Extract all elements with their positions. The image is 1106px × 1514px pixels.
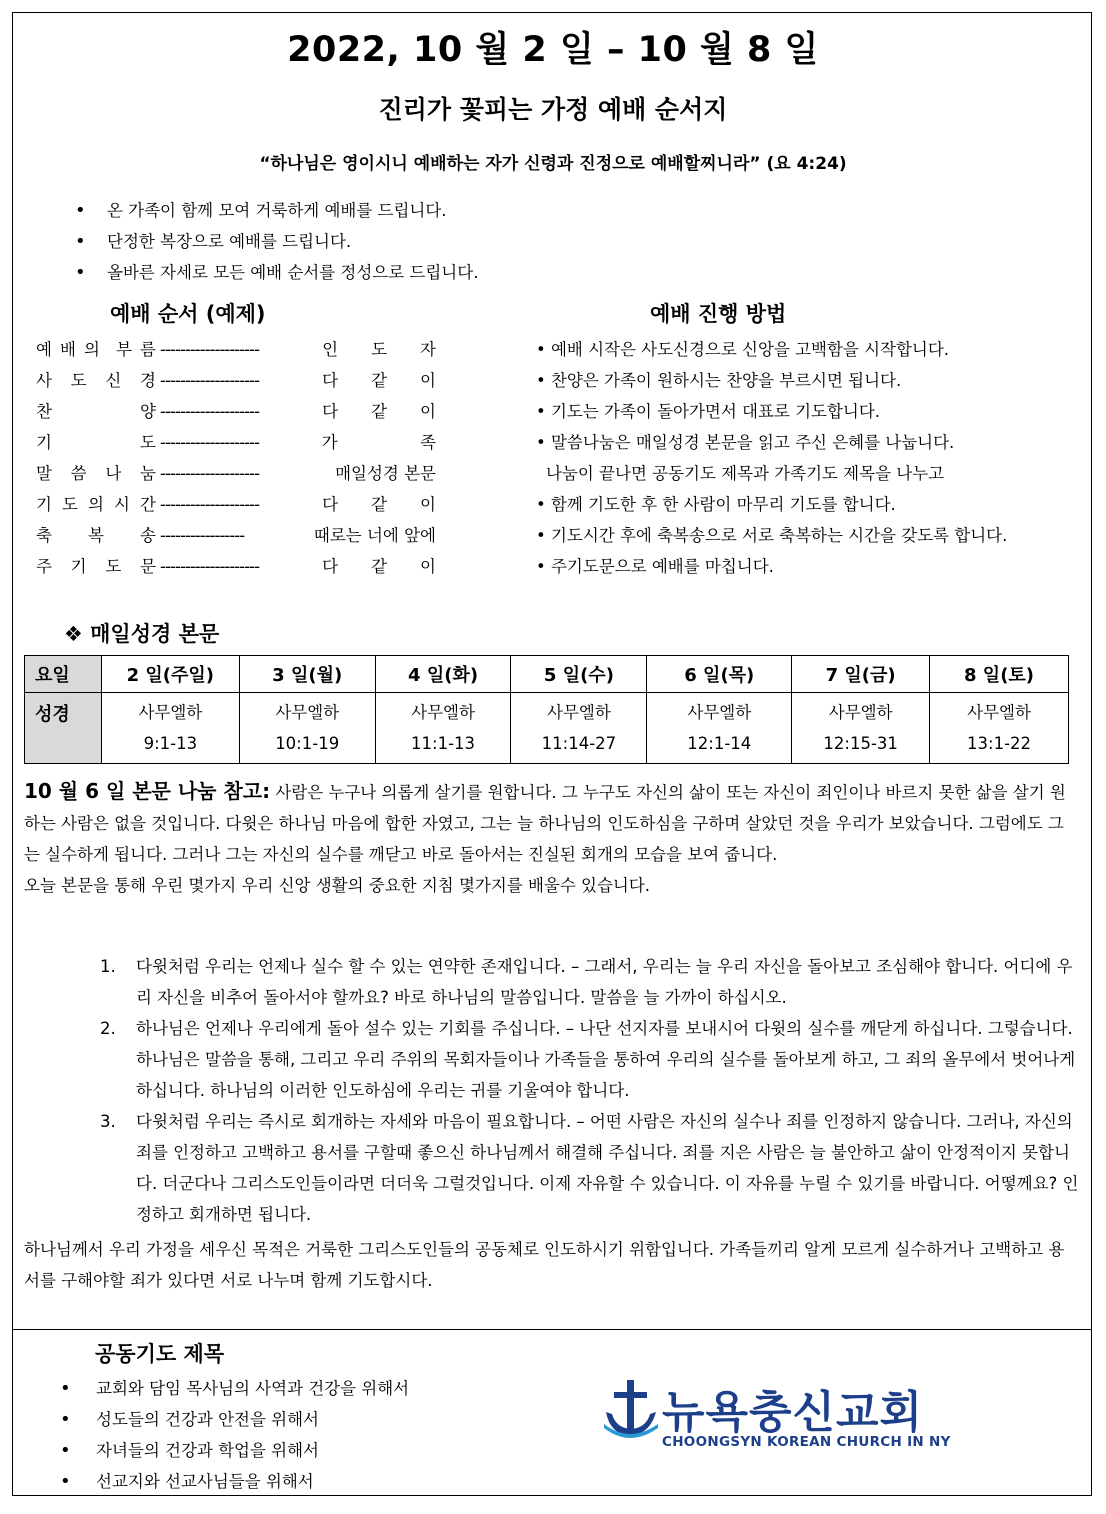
list-item: • 자녀들의 건강과 학업을 위해서	[60, 1438, 409, 1469]
list-item: • 성도들의 건강과 안전을 위해서	[60, 1407, 409, 1438]
order-item-char: 도	[105, 557, 122, 576]
order-item-name	[36, 460, 156, 487]
order-item-name	[36, 336, 156, 363]
day-header: 2 일(주일)	[101, 656, 239, 693]
table-cell	[647, 693, 792, 764]
order-item-char: 기	[70, 557, 87, 576]
order-row	[36, 553, 436, 584]
order-item-char: 축	[36, 526, 52, 545]
worship-order-list	[36, 336, 436, 584]
order-item-char: 주	[36, 557, 52, 576]
point-number: 1.	[100, 957, 116, 976]
order-leader-dots: --------------------	[160, 433, 260, 452]
section-divider	[12, 1329, 1092, 1330]
order-item-char: 도	[70, 371, 87, 390]
church-logo	[600, 1378, 951, 1458]
list-item	[100, 1106, 1080, 1230]
book-name: 사무엘하	[967, 703, 1031, 722]
sharing-paragraph	[24, 776, 1074, 870]
book-name: 사무엘하	[411, 703, 475, 722]
order-item-char: 기	[36, 433, 52, 452]
method-line: • 찬양은 가족이 원하시는 찬양을 부르시면 됩니다.	[536, 371, 902, 390]
order-item-leader: 다 같 이	[322, 495, 436, 514]
prayer-heading: 공동기도 제목	[95, 1342, 225, 1366]
list-item	[100, 951, 1080, 1013]
order-leader-dots: --------------------	[160, 557, 260, 576]
book-name: 사무엘하	[138, 703, 203, 722]
order-item-char: 송	[140, 526, 156, 545]
order-item-leader: 다 같 이	[322, 371, 436, 390]
order-row	[36, 522, 436, 553]
order-row	[36, 429, 436, 460]
order-item-char: 말	[36, 464, 52, 483]
order-item-char: 름	[140, 340, 156, 359]
table-cell	[511, 693, 647, 764]
sharing-lead: 10 월 6 일 본문 나눔 참고:	[24, 779, 271, 803]
order-item-name	[36, 429, 156, 456]
scripture-verse: “하나님은 영이시니 예배하는 자가 신령과 진정으로 예배할찌니라” (요 4:24)	[259, 154, 847, 174]
table-header-row	[25, 656, 1069, 693]
book-name: 사무엘하	[275, 703, 340, 722]
day-label: 요일	[25, 656, 102, 693]
table-row	[25, 693, 1069, 764]
order-item-char: 양	[140, 402, 156, 421]
list-item: • 교회와 담임 목사님의 사역과 건강을 위해서	[60, 1376, 409, 1407]
sharing-intro: 오늘 본문을 통해 우린 몇가지 우리 신앙 생활의 중요한 지침 몇가지를 배울수 있습니다.	[24, 876, 651, 895]
order-item-char: 간	[140, 495, 156, 514]
passage-ref: 10:1-19	[275, 734, 340, 753]
day-header: 3 일(월)	[239, 656, 375, 693]
order-leader-dots: --------------------	[160, 402, 260, 421]
text-label: 성경	[25, 693, 102, 764]
table-cell	[101, 693, 239, 764]
order-item-name	[36, 367, 156, 394]
worship-method-heading: 예배 진행 방법	[650, 302, 787, 326]
method-line: • 기도시간 후에 축복송으로 서로 축복하는 시간을 갖도록 합니다.	[536, 526, 1008, 545]
church-name: 뉴욕충신교회	[662, 1387, 924, 1438]
day-header: 6 일(목)	[647, 656, 792, 693]
table-cell	[792, 693, 930, 764]
order-item-char: 시	[114, 495, 130, 514]
table-cell	[930, 693, 1069, 764]
method-line: • 기도는 가족이 돌아가면서 대표로 기도합니다.	[536, 402, 881, 421]
sharing-points-list	[100, 951, 1080, 1230]
order-item-name	[36, 553, 156, 580]
cross-anchor-icon	[600, 1378, 662, 1442]
worship-order-heading: 예배 순서 (예제)	[110, 302, 266, 326]
passage-ref: 13:1-22	[967, 734, 1032, 753]
order-item-char: 의	[84, 340, 100, 359]
order-item-char: 경	[140, 371, 156, 390]
list-item: • 선교지와 선교사님들을 위해서	[60, 1469, 409, 1500]
point-number: 2.	[100, 1019, 116, 1038]
order-item-leader: 다 같 이	[322, 557, 436, 576]
order-item-char: 부	[116, 340, 132, 359]
passage-ref: 11:1-13	[411, 734, 476, 753]
list-item	[100, 1013, 1080, 1106]
daily-bible-table	[24, 655, 1069, 764]
order-row	[36, 336, 436, 367]
order-item-char: 눔	[140, 464, 156, 483]
book-name: 사무엘하	[828, 703, 893, 722]
point-number: 3.	[100, 1112, 116, 1131]
day-header: 5 일(수)	[511, 656, 647, 693]
church-english-name: CHOONGSYN KOREAN CHURCH IN NY	[662, 1434, 951, 1450]
order-leader-dots: --------------------	[160, 371, 260, 390]
order-item-leader: 매일성경 본문	[335, 464, 436, 483]
order-item-char: 찬	[36, 402, 52, 421]
sharing-body: 사람은 누구나 의롭게 살기를 원합니다. 그 누구도 자신의 삶이 또는 자신이 죄인이나 바르지 못한 삶을 살기 원하는 사람은 없을 것입니다. 다윗은 하나님 마음에 합한 자였고, 그는 늘 하나님의 인도하심을 구하며 살았던 것을 우리가 보았습니다. 그럼에도 그는 실수하게 됩니다. 그러나 그는 자신의 실수를 깨닫고 바로 돌아서는 진실된 회개의 모습을 보여 줍니다.	[24, 783, 1066, 864]
order-item-char: 신	[105, 371, 122, 390]
order-item-char: 도	[62, 495, 78, 514]
order-item-leader: 인 도 자	[322, 340, 436, 359]
order-item-name	[36, 491, 156, 518]
order-item-name	[36, 522, 156, 549]
worship-method-list	[536, 336, 1007, 584]
order-item-char: 문	[140, 557, 156, 576]
point-text: 하나님은 언제나 우리에게 돌아 설수 있는 기회를 주십니다. – 나단 선지자를 보내시어 다윗의 실수를 깨닫게 하십니다. 그렇습니다. 하나님은 말씀을 통해, 그리고 우리 주위의 목회자들이나 가족들을 통하여 우리의 실수를 돌아보게 하고, 그 죄의 올무에서 벗어나게 하십니다. 하나님의 이러한 인도하심에 우리는 귀를 기울여야 합니다.	[136, 1019, 1076, 1100]
method-line: • 말씀나눔은 매일성경 본문을 읽고 주신 은혜를 나눕니다.	[536, 433, 955, 452]
list-item: • 단정한 복장으로 예배를 드립니다.	[75, 229, 478, 260]
worship-rules-list	[75, 198, 478, 291]
daily-bible-heading: ❖ 매일성경 본문	[64, 622, 220, 646]
method-line: • 함께 기도한 후 한 사람이 마무리 기도를 합니다.	[536, 495, 896, 514]
point-text: 다윗처럼 우리는 즉시로 회개하는 자세와 마음이 필요합니다. – 어떤 사람은 자신의 실수나 죄를 인정하지 않습니다. 그러나, 자신의 죄를 인정하고 고백하고 용서를 구할때 좋으신 하나님께서 해결해 주십니다. 죄를 지은 사람은 늘 불안하고 삶이 안정적이지 못합니다. 더군다나 그리스도인들이라면 더더욱 그럴것입니다. 이제 자유할 수 있습니다. 이 자유를 누릴 수 있기를 바랍니다. 어떻께요? 인정하고 회개하면 됩니다.	[136, 1112, 1079, 1224]
order-leader-dots: --------------------	[160, 340, 260, 359]
order-item-char: 복	[88, 526, 104, 545]
order-item-char: 씀	[70, 464, 87, 483]
point-text: 다윗처럼 우리는 언제나 실수 할 수 있는 연약한 존재입니다. – 그래서, 우리는 늘 우리 자신을 돌아보고 조심해야 합니다. 어디에 우리 자신을 비추어 돌아서야 할까요? 바로 하나님의 말씀입니다. 말씀을 늘 가까이 하십시오.	[136, 957, 1073, 1007]
order-item-char: 기	[36, 495, 52, 514]
sharing-section	[24, 776, 1074, 901]
order-item-char: 예	[36, 340, 52, 359]
order-leader-dots: -----------------	[160, 526, 245, 545]
closing-paragraph: 하나님께서 우리 가정을 세우신 목적은 거룩한 그리스도인들의 공동체로 인도하시기 위함입니다. 가족들끼리 알게 모르게 실수하거나 고백하고 용서를 구해야할 죄가 있다면 서로 나누며 함께 기도합시다.	[24, 1240, 1065, 1290]
order-item-leader: 때로는 너에 앞에	[313, 526, 436, 545]
order-item-char: 의	[88, 495, 104, 514]
order-item-char: 사	[36, 371, 52, 390]
book-name: 사무엘하	[687, 703, 752, 722]
order-item-char: 도	[140, 433, 156, 452]
day-header: 7 일(금)	[792, 656, 930, 693]
passage-ref: 12:1-14	[687, 734, 752, 753]
order-leader-dots: --------------------	[160, 464, 260, 483]
passage-ref: 12:15-31	[823, 734, 898, 753]
order-item-char: 나	[105, 464, 122, 483]
page-title: 2022, 10 월 2 일 – 10 월 8 일	[287, 30, 819, 70]
book-name: 사무엘하	[547, 703, 611, 722]
list-item: • 올바른 자세로 모든 예배 순서를 정성으로 드립니다.	[75, 260, 478, 291]
order-item-name	[36, 398, 156, 425]
order-row	[36, 460, 436, 491]
order-leader-dots: --------------------	[160, 495, 260, 514]
method-line: 나눔이 끝나면 공동기도 제목과 가족기도 제목을 나누고	[546, 464, 945, 483]
day-header: 4 일(화)	[375, 656, 511, 693]
day-header: 8 일(토)	[930, 656, 1069, 693]
order-item-leader: 가 족	[321, 433, 436, 452]
list-item: • 온 가족이 함께 모여 거룩하게 예배를 드립니다.	[75, 198, 478, 229]
order-row	[36, 367, 436, 398]
order-item-char: 배	[60, 340, 76, 359]
table-cell	[375, 693, 511, 764]
order-row	[36, 398, 436, 429]
page-subtitle: 진리가 꽃피는 가정 예배 순서지	[378, 95, 728, 124]
prayer-list	[60, 1376, 409, 1500]
passage-ref: 11:14-27	[541, 734, 617, 753]
order-item-leader: 다 같 이	[322, 402, 436, 421]
method-line: • 예배 시작은 사도신경으로 신앙을 고백함을 시작합니다.	[536, 340, 950, 359]
passage-ref: 9:1-13	[143, 734, 198, 753]
table-cell	[239, 693, 375, 764]
method-line: • 주기도문으로 예배를 마칩니다.	[536, 557, 774, 576]
order-row	[36, 491, 436, 522]
